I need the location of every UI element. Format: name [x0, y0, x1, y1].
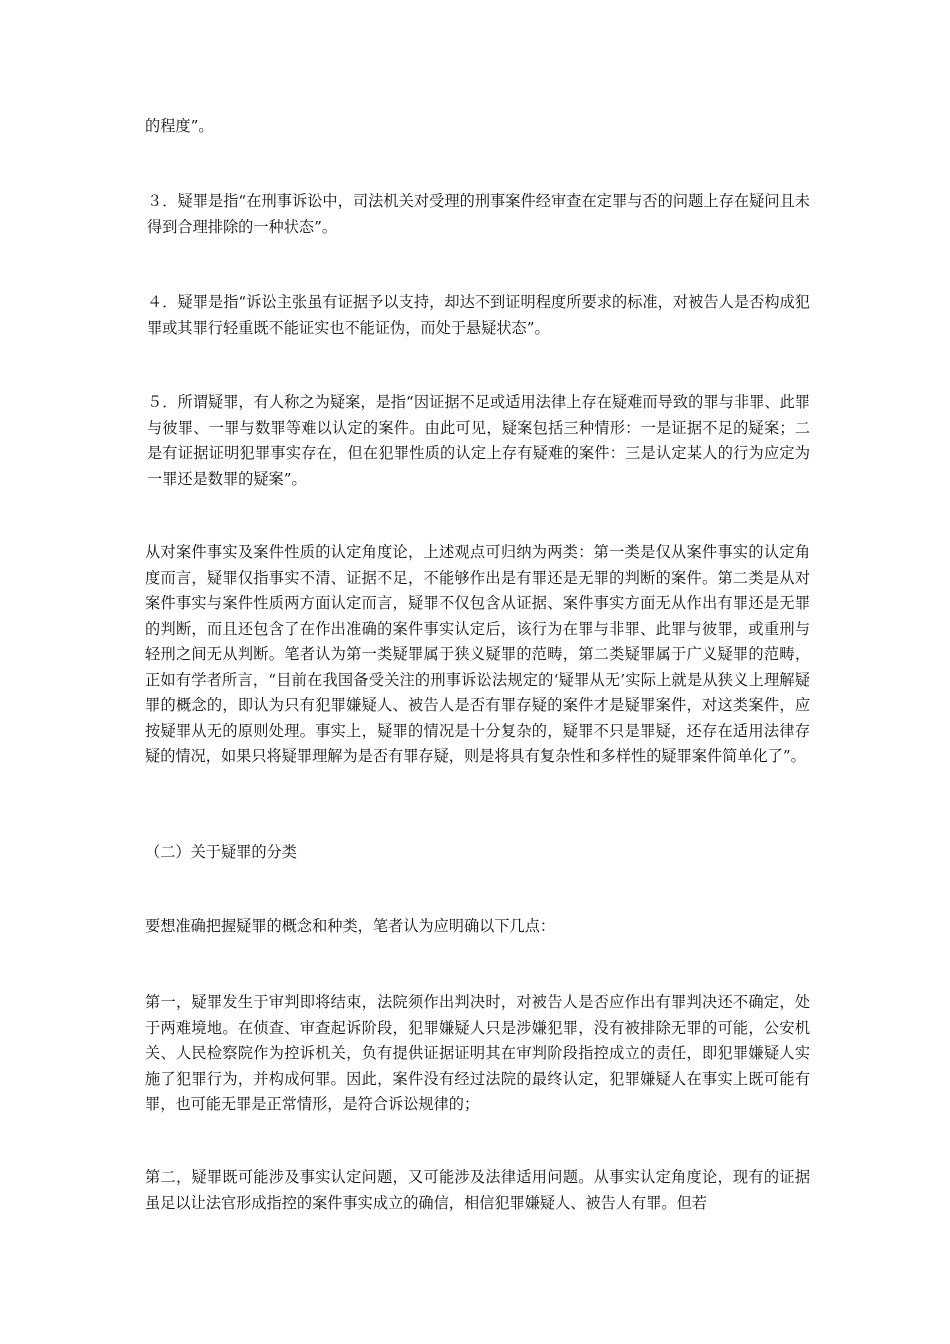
paragraph-summary: 从对案件事实及案件性质的认定角度论，上述观点可归纳为两类：第一类是仅从案件事实的认定角度而言，疑罪仅指事实不清、证据不足，不能够作出是有罪还是无罪的判断的案件。第二类是从对案件事实与案件性质两方面认定而言，疑罪不仅包含从证据、案件事实方面无从作出有罪还是无罪的判断，而且还包含了在作出准确的案件事实认定后，该行为在罪与非罪、此罪与彼罪，或重刑与轻刑之间无从判断。笔者认为第一类疑罪属于狭义疑罪的范畴，第二类疑罪属于广义疑罪的范畴，正如有学者所言，“目前在我国备受关注的刑事诉讼法规定的‘疑罪从无’实际上就是从狭义上理解疑罪的概念的，即认为只有犯罪嫌疑人、被告人是否有罪存疑的案件才是疑罪案件，对这类案件，应按疑罪从无的原则处理。事实上，疑罪的情况是十分复杂的，疑罪不只是罪疑，还存在适用法律存疑的情况，如果只将疑罪理解为是否有罪存疑，则是将具有复杂性和多样性的疑罪案件简单化了”。 — [145, 543, 810, 765]
paragraph-point-second: 第二，疑罪既可能涉及事实认定问题，又可能涉及法律适用问题。从事实认定角度论，现有的证据虽足以让法官形成指控的案件事实成立的确信，相信犯罪嫌疑人、被告人有罪。但若 — [145, 1168, 810, 1212]
paragraph-definition-4: ４．疑罪是指“诉讼主张虽有证据予以支持，却达不到证明程度所要求的标准，对被告人是否构成犯罪或其罪行轻重既不能证实也不能证伪，而处于悬疑状态”。 — [147, 293, 810, 337]
section-heading-classification: （二）关于疑罪的分类 — [145, 843, 297, 861]
paragraph-definition-5: ５．所谓疑罪，有人称之为疑案，是指“因证据不足或适用法律上存在疑难而导致的罪与非罪、此罪与彼罪、一罪与数罪等难以认定的案件。由此可见，疑案包括三种情形：一是证据不足的疑案；二是有证据证明犯罪事实存在，但在犯罪性质的认定上存有疑难的案件：三是认定某人的行为应定为一罪还是数罪的疑案”。 — [147, 393, 810, 488]
paragraph-intro-points: 要想准确把握疑罪的概念和种类，笔者认为应明确以下几点： — [145, 917, 556, 935]
paragraph-definition-3: ３．疑罪是指“在刑事诉讼中，司法机关对受理的刑事案件经审查在定罪与否的问题上存在疑问且未得到合理排除的一种状态”。 — [147, 192, 810, 236]
paragraph-point-first: 第一，疑罪发生于审判即将结束，法院须作出判决时，对被告人是否应作出有罪判决还不确定，处于两难境地。在侦查、审查起诉阶段，犯罪嫌疑人只是涉嫌犯罪，没有被排除无罪的可能，公安机关、人民检察院作为控诉机关，负有提供证据证明其在审判阶段指控成立的责任，即犯罪嫌疑人实施了犯罪行为，并构成何罪。因此，案件没有经过法院的最终认定，犯罪嫌疑人在事实上既可能有罪，也可能无罪是正常情形，是符合诉讼规律的； — [145, 993, 810, 1113]
paragraph-continuation: 的程度”。 — [145, 117, 214, 135]
